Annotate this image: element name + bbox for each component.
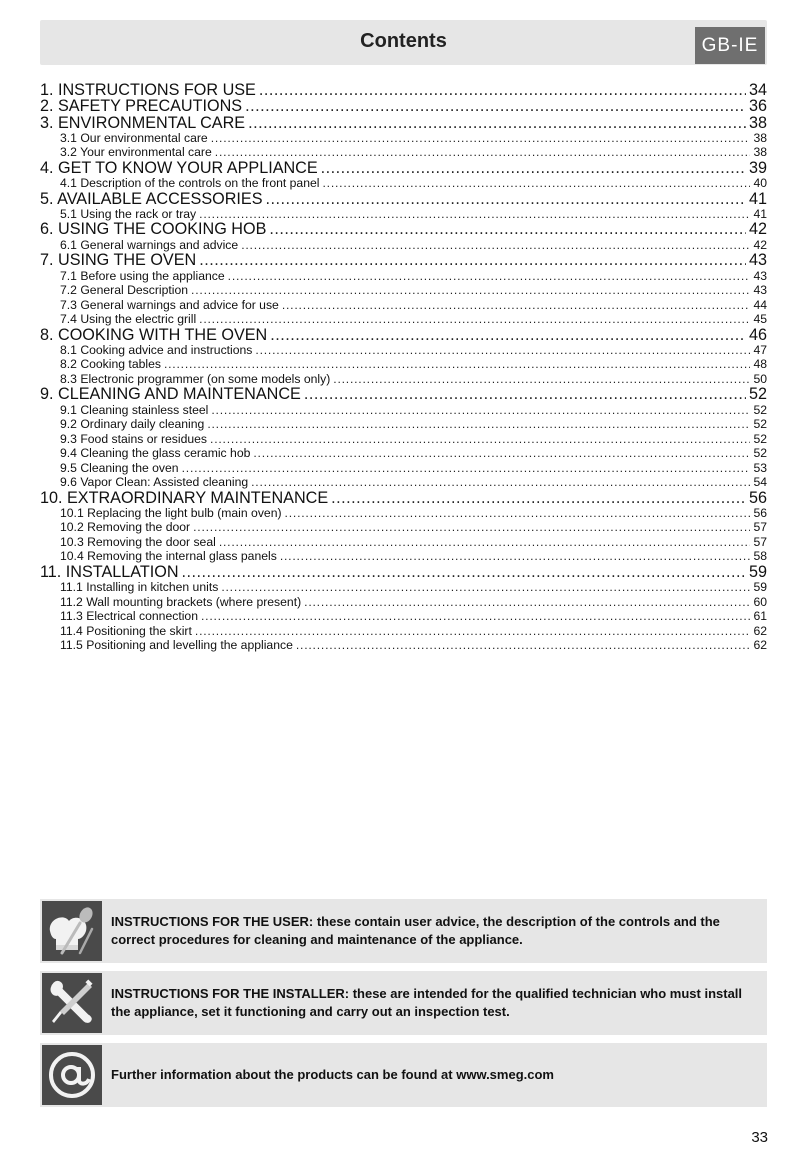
wrench-screwdriver-icon (42, 973, 102, 1033)
toc-leader-dots (304, 595, 750, 610)
toc-chapter-entry[interactable] (40, 98, 767, 114)
table-of-contents (40, 82, 767, 653)
toc-section-entry[interactable] (40, 580, 767, 595)
toc-section-entry[interactable] (40, 403, 767, 418)
toc-section-entry[interactable] (40, 283, 767, 298)
toc-leader-dots (304, 386, 746, 402)
toc-leader-dots (282, 298, 751, 313)
toc-entry-page: 57 (753, 520, 767, 535)
toc-leader-dots (199, 207, 750, 222)
toc-chapter-entry[interactable] (40, 386, 767, 402)
toc-entry-page: 57 (753, 534, 767, 549)
toc-entry-page: 40 (753, 176, 767, 191)
toc-entry-label: 8.2 Cooking tables (60, 357, 161, 372)
toc-entry-label: 1. INSTRUCTIONS FOR USE (40, 82, 256, 99)
toc-leader-dots (211, 403, 750, 418)
toc-entry-label: 3. ENVIRONMENTAL CARE (40, 114, 246, 131)
toc-entry-label: 5.1 Using the rack or tray (60, 206, 197, 221)
installer-instructions-box (40, 971, 767, 1035)
toc-leader-dots (322, 176, 750, 191)
toc-section-entry[interactable] (40, 312, 767, 327)
toc-entry-label: 6. USING THE COOKING HOB (40, 221, 267, 238)
toc-entry-label: 7.1 Before using the appliance (60, 268, 225, 283)
toc-leader-dots (201, 609, 750, 624)
toc-section-entry[interactable] (40, 145, 767, 160)
toc-section-entry[interactable] (40, 176, 767, 191)
toc-leader-dots (245, 98, 746, 114)
toc-entry-label: 11.1 Installing in kitchen units (60, 580, 219, 595)
toc-entry-label: 6.1 General warnings and advice (60, 237, 239, 252)
toc-entry-label: 4.1 Description of the controls on the front panel (60, 176, 320, 191)
toc-leader-dots (195, 624, 751, 639)
toc-leader-dots (259, 82, 746, 98)
toc-entry-label: 9. CLEANING AND MAINTENANCE (40, 386, 301, 403)
toc-section-entry[interactable] (40, 446, 767, 461)
toc-entry-page: 61 (753, 609, 767, 624)
toc-entry-page: 54 (753, 475, 767, 490)
toc-entry-page: 48 (753, 357, 767, 372)
toc-leader-dots (270, 327, 746, 343)
toc-leader-dots (296, 638, 751, 653)
toc-entry-page: 60 (753, 594, 767, 609)
toc-entry-label: 11. INSTALLATION (40, 563, 179, 581)
toc-entry-label: 9.6 Vapor Clean: Assisted cleaning (60, 475, 249, 490)
toc-entry-label: 9.3 Food stains or residues (60, 431, 208, 446)
toc-entry-label: 10.1 Replacing the light bulb (main oven) (60, 505, 282, 520)
toc-chapter-entry[interactable] (40, 252, 767, 268)
toc-chapter-entry[interactable] (40, 490, 767, 506)
toc-entry-label: 9.1 Cleaning stainless steel (60, 402, 209, 417)
toc-leader-dots (182, 461, 751, 476)
installer-instructions-text: INSTRUCTIONS FOR THE INSTALLER: these are intended for the qualified technician who must install the appliance, set it functioning and carry out an inspection test. (111, 986, 743, 1019)
toc-section-entry[interactable] (40, 131, 767, 146)
toc-leader-dots (164, 357, 750, 372)
toc-leader-dots (199, 312, 750, 327)
toc-entry-label: 7.2 General Description (60, 283, 189, 298)
toc-entry-page: 50 (753, 371, 767, 386)
toc-entry-page: 52 (748, 386, 767, 403)
toc-entry-page: 62 (753, 623, 767, 638)
web-info-box (40, 1043, 767, 1107)
toc-section-entry[interactable] (40, 475, 767, 490)
toc-entry-label: 11.2 Wall mounting brackets (where present) (60, 594, 302, 609)
toc-section-entry[interactable] (40, 432, 767, 447)
toc-section-entry[interactable] (40, 298, 767, 313)
toc-entry-page: 56 (753, 505, 767, 520)
toc-leader-dots (215, 145, 751, 160)
toc-entry-page: 58 (753, 549, 767, 564)
toc-entry-page: 44 (753, 297, 767, 312)
toc-entry-page: 39 (748, 159, 767, 177)
toc-entry-page: 38 (753, 130, 767, 145)
toc-entry-page: 45 (753, 312, 767, 327)
toc-entry-label: 9.5 Cleaning the oven (60, 460, 179, 475)
toc-leader-dots (219, 535, 751, 550)
toc-section-entry[interactable] (40, 238, 767, 253)
chef-utensils-icon (42, 901, 102, 961)
toc-section-entry[interactable] (40, 609, 767, 624)
toc-chapter-entry[interactable] (40, 327, 767, 343)
toc-entry-page: 34 (748, 82, 767, 99)
toc-leader-dots (221, 580, 750, 595)
toc-leader-dots (331, 490, 746, 506)
toc-entry-label: 9.4 Cleaning the glass ceramic hob (60, 446, 251, 461)
toc-entry-label: 5. AVAILABLE ACCESSORIES (40, 190, 263, 207)
toc-entry-page: 52 (753, 402, 767, 417)
toc-entry-label: 11.4 Positioning the skirt (60, 623, 192, 638)
toc-entry-page: 41 (753, 206, 767, 221)
toc-section-entry[interactable] (40, 417, 767, 432)
toc-entry-page: 42 (753, 237, 767, 252)
toc-entry-label: 3.1 Our environmental care (60, 130, 208, 145)
toc-chapter-entry[interactable] (40, 115, 767, 131)
toc-section-entry[interactable] (40, 624, 767, 639)
toc-entry-page: 46 (748, 326, 767, 343)
at-sign-icon (42, 1045, 102, 1105)
user-instructions-text: INSTRUCTIONS FOR THE USER: these contain user advice, the description of the controls and the correct procedures for cleaning and maintenance of the appliance. (111, 914, 720, 947)
toc-entry-page: 52 (753, 417, 767, 432)
toc-entry-label: 7. USING THE OVEN (40, 252, 197, 269)
toc-section-entry[interactable] (40, 343, 767, 358)
toc-section-entry[interactable] (40, 269, 767, 284)
page-number: 33 (751, 1129, 768, 1146)
toc-entry-page: 47 (753, 342, 767, 357)
toc-entry-label: 8. COOKING WITH THE OVEN (40, 326, 268, 343)
user-instructions-box (40, 899, 767, 963)
toc-leader-dots (269, 221, 746, 237)
toc-leader-dots (182, 564, 746, 580)
toc-entry-page: 38 (753, 145, 767, 160)
toc-leader-dots (228, 269, 751, 284)
toc-leader-dots (321, 160, 746, 176)
toc-entry-label: 10. EXTRAORDINARY MAINTENANCE (40, 489, 329, 506)
toc-section-entry[interactable] (40, 357, 767, 372)
toc-entry-label: 3.2 Your environmental care (60, 145, 212, 160)
language-badge: GB-IE (695, 27, 765, 64)
toc-entry-page: 52 (753, 446, 767, 461)
toc-entry-page: 38 (748, 114, 767, 131)
toc-entry-label: 10.4 Removing the internal glass panels (60, 549, 277, 564)
toc-entry-page: 56 (748, 489, 767, 506)
toc-leader-dots (193, 520, 750, 535)
toc-section-entry[interactable] (40, 520, 767, 535)
toc-section-entry[interactable] (40, 372, 767, 387)
toc-section-entry[interactable] (40, 595, 767, 610)
toc-entry-label: 9.2 Ordinary daily cleaning (60, 417, 205, 432)
toc-entry-label: 8.3 Electronic programmer (on some models only) (60, 371, 331, 386)
toc-leader-dots (199, 252, 746, 268)
toc-entry-label: 11.5 Positioning and levelling the appliance (60, 638, 293, 653)
toc-entry-page: 53 (753, 460, 767, 475)
toc-chapter-entry[interactable] (40, 191, 767, 207)
toc-leader-dots (266, 191, 746, 207)
toc-chapter-entry[interactable] (40, 564, 767, 580)
toc-leader-dots (280, 549, 751, 564)
toc-entry-label: 8.1 Cooking advice and instructions (60, 342, 253, 357)
toc-entry-page: 52 (753, 431, 767, 446)
toc-entry-label: 11.3 Electrical connection (60, 609, 198, 624)
toc-entry-page: 36 (748, 98, 767, 115)
toc-chapter-entry[interactable] (40, 82, 767, 98)
toc-leader-dots (210, 432, 750, 447)
toc-entry-page: 43 (753, 268, 767, 283)
toc-entry-page: 43 (753, 283, 767, 298)
header-bar (40, 20, 767, 65)
toc-entry-page: 42 (748, 221, 767, 238)
toc-entry-label: 10.2 Removing the door (60, 520, 191, 535)
toc-entry-label: 2. SAFETY PRECAUTIONS (40, 98, 243, 115)
web-info-text: Further information about the products can be found at www.smeg.com (111, 1067, 554, 1082)
toc-entry-page: 62 (753, 638, 767, 653)
toc-entry-page: 43 (748, 252, 767, 269)
toc-section-entry[interactable] (40, 549, 767, 564)
toc-leader-dots (255, 343, 750, 358)
toc-leader-dots (207, 417, 750, 432)
toc-leader-dots (248, 115, 746, 131)
toc-entry-label: 4. GET TO KNOW YOUR APPLIANCE (40, 159, 318, 177)
toc-leader-dots (211, 131, 751, 146)
toc-section-entry[interactable] (40, 638, 767, 653)
toc-entry-page: 59 (753, 580, 767, 595)
toc-leader-dots (285, 506, 751, 521)
toc-section-entry[interactable] (40, 535, 767, 550)
toc-leader-dots (333, 372, 750, 387)
toc-section-entry[interactable] (40, 207, 767, 222)
toc-entry-label: 7.3 General warnings and advice for use (60, 297, 279, 312)
toc-section-entry[interactable] (40, 461, 767, 476)
toc-chapter-entry[interactable] (40, 221, 767, 237)
toc-chapter-entry[interactable] (40, 160, 767, 176)
toc-entry-page: 59 (748, 563, 767, 581)
toc-entry-label: 7.4 Using the electric grill (60, 312, 197, 327)
toc-entry-label: 10.3 Removing the door seal (60, 534, 216, 549)
toc-entry-page: 41 (748, 190, 767, 207)
toc-leader-dots (241, 238, 750, 253)
toc-section-entry[interactable] (40, 506, 767, 521)
page-title: Contents (360, 30, 447, 52)
toc-leader-dots (253, 446, 750, 461)
toc-leader-dots (251, 475, 750, 490)
toc-leader-dots (191, 283, 750, 298)
